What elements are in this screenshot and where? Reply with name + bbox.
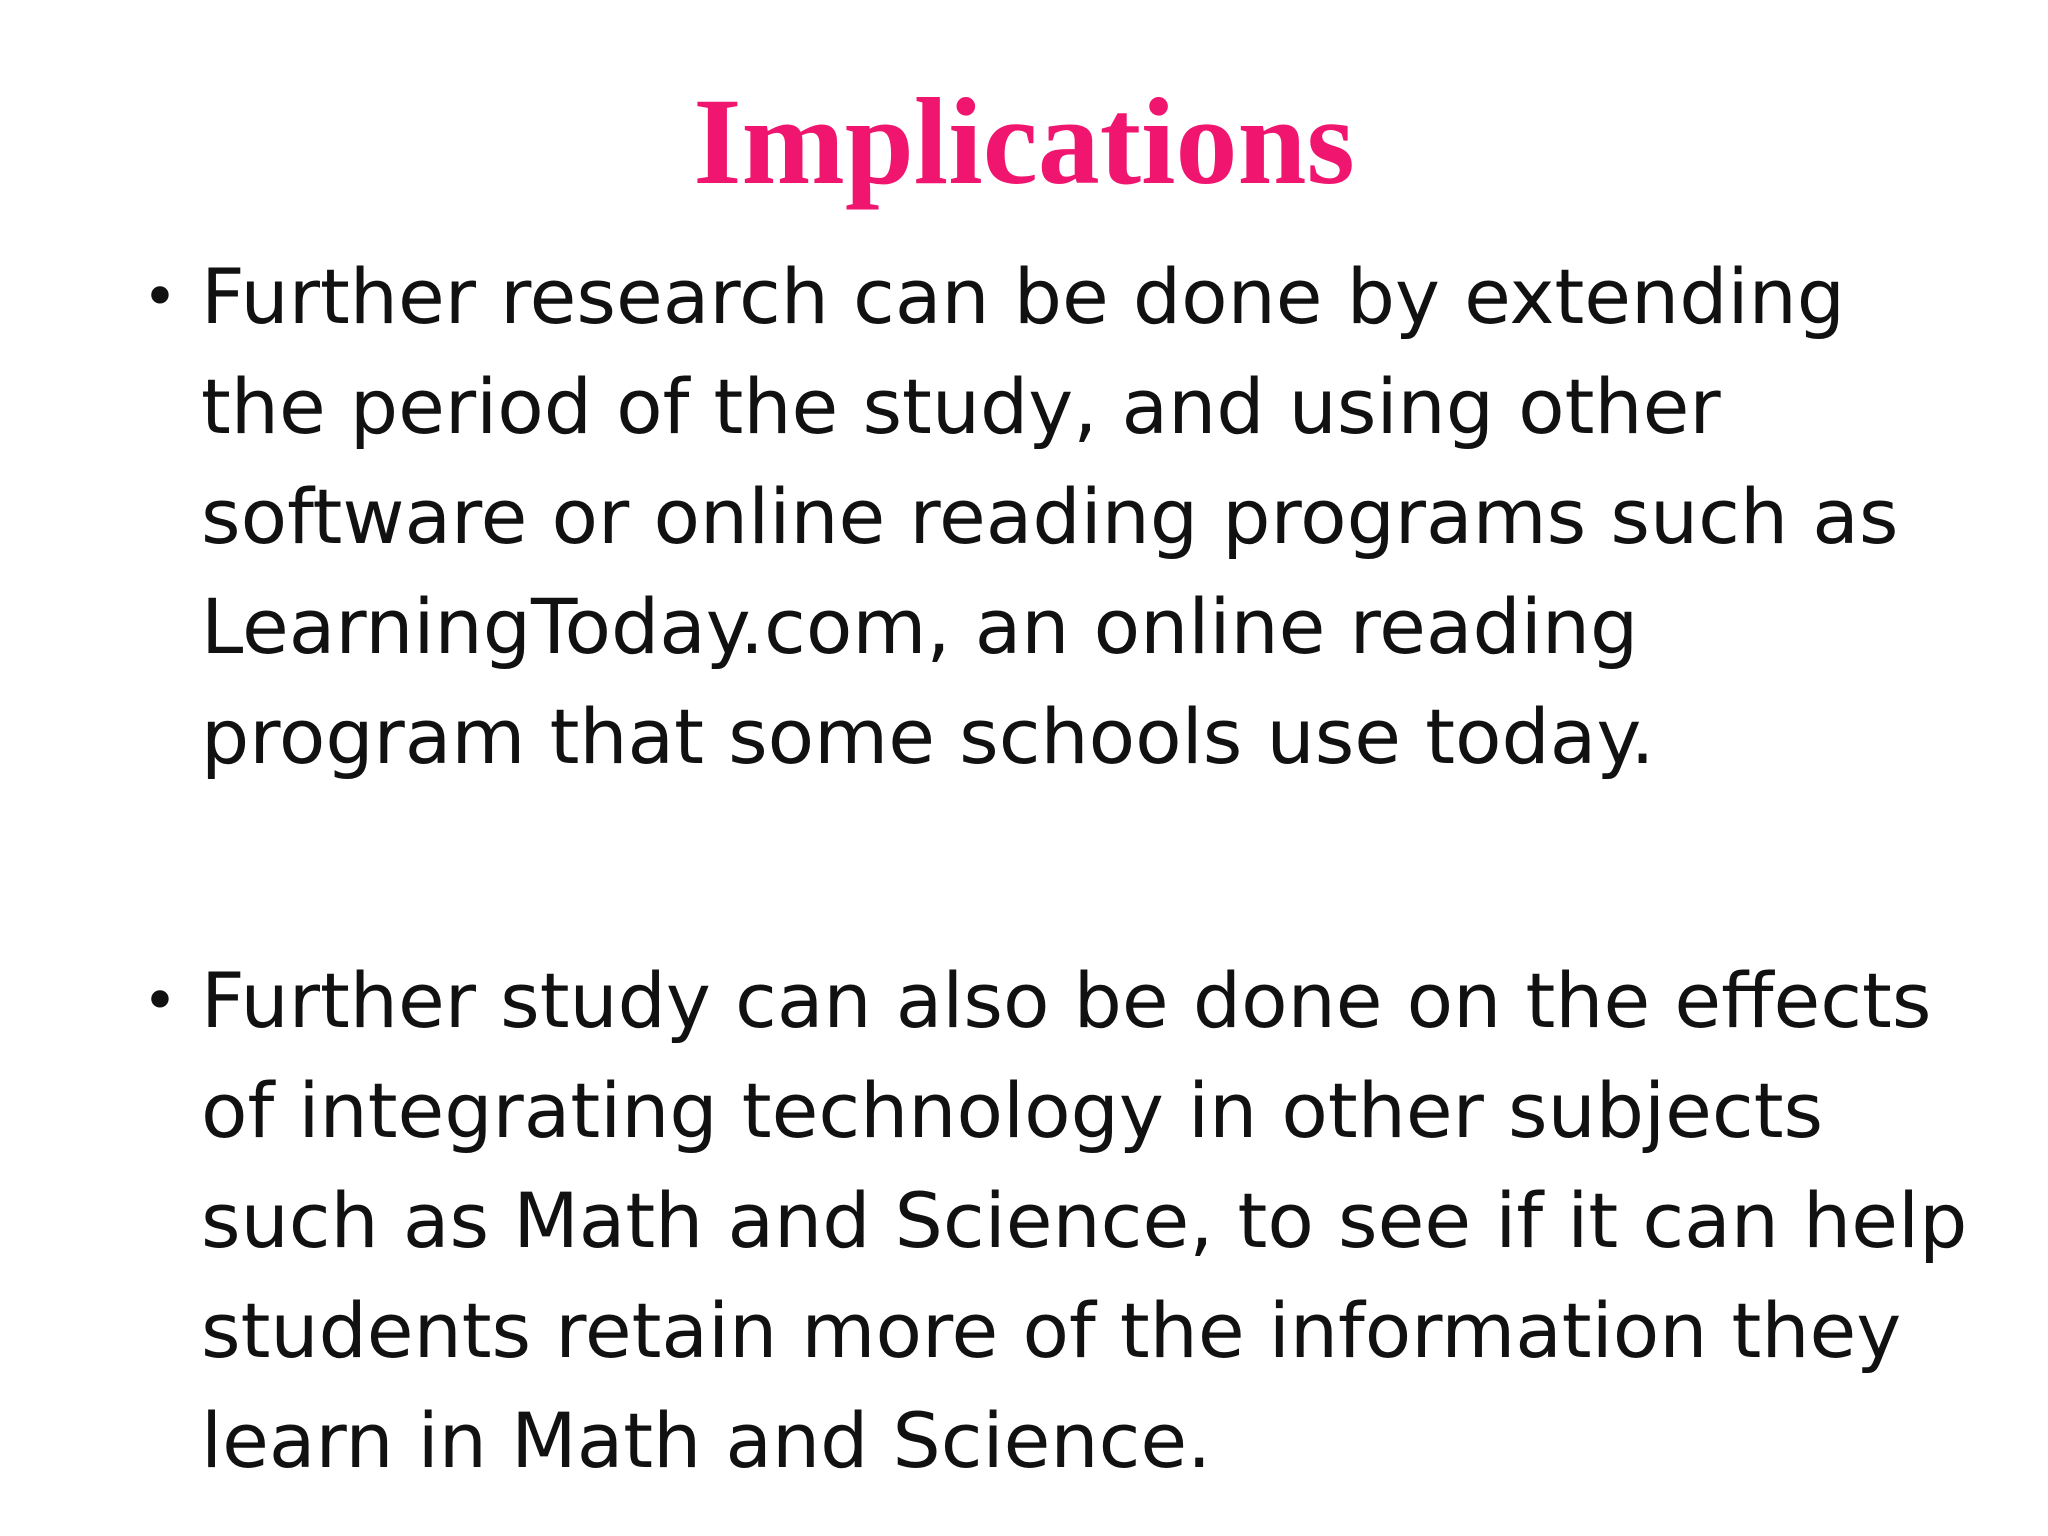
- bullet-text: [201, 242, 2001, 792]
- bullet-text-line: software or online reading programs such as: [201, 472, 1899, 561]
- bullet-text-line: Further research can be done by extending: [201, 252, 1845, 341]
- bullet-text-line: Further study can also be done on the effects: [201, 956, 1932, 1045]
- bullet-text-line: such as Math and Science, to see if it can help: [201, 1176, 1968, 1265]
- bullet-text-line: of integrating technology in other subjects: [201, 1066, 1824, 1155]
- bullet-text-line: the period of the study, and using other: [201, 362, 1721, 451]
- bullet-point-icon: •: [142, 966, 178, 1036]
- bullet-text: [201, 946, 2001, 1496]
- slide-title: Implications: [693, 73, 1355, 210]
- bullet-text-line: students retain more of the information they: [201, 1286, 1902, 1375]
- bullet-text-line: learn in Math and Science.: [201, 1396, 1212, 1485]
- bullet-text-line: LearningToday.com, an online reading: [201, 582, 1639, 671]
- bullet-point-icon: •: [142, 262, 178, 332]
- bullet-text-line: program that some schools use today.: [201, 692, 1655, 781]
